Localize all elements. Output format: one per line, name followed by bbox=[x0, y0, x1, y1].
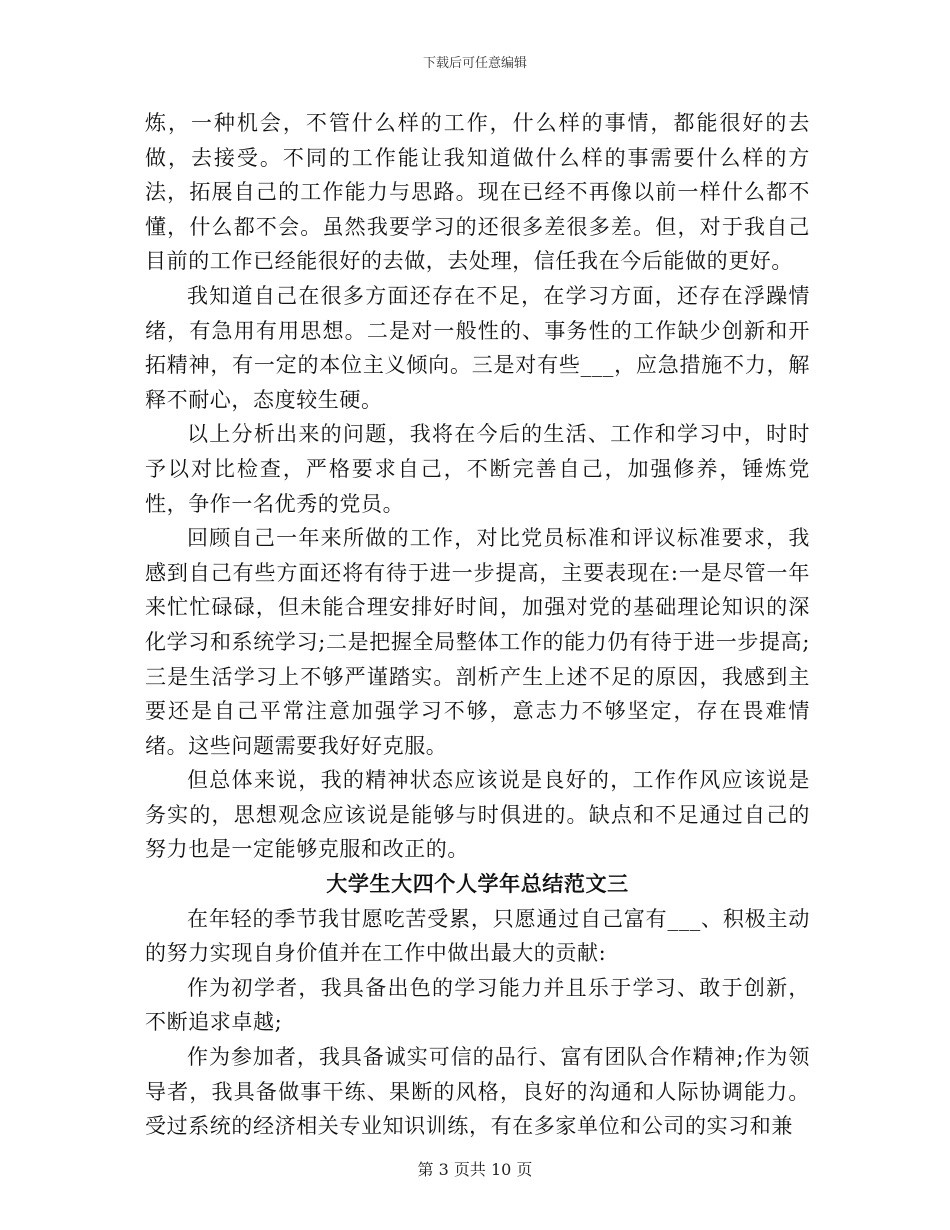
paragraph: 我知道自己在很多方面还存在不足，在学习方面，还存在浮躁情绪，有急用有用思想。二是对一般性的、事务性的工作缺少创新和开拓精神，有一定的本位主义倾向。三是对有些___，应急措施不力，解释不耐心，态度较生硬。 bbox=[145, 283, 810, 412]
header-note: 下载后可任意编辑 bbox=[422, 56, 527, 71]
page-number: 第 3 页共 10 页 bbox=[417, 1160, 533, 1179]
paragraph: 在年轻的季节我甘愿吃苦受累，只愿通过自己富有___、积极主动的努力实现自身价值并在工作中做出最大的贡献: bbox=[145, 906, 810, 966]
document-body bbox=[145, 106, 810, 1144]
paragraph: 作为参加者，我具备诚实可信的品行、富有团队合作精神;作为领导者，我具备做事干练、果断的风格，良好的沟通和人际协调能力。受过系统的经济相关专业知识训练，有在多家单位和公司的实习和兼 bbox=[145, 1045, 810, 1139]
section-title: 大学生大四个人学年总结范文三 bbox=[326, 871, 629, 897]
paragraph: 炼，一种机会，不管什么样的工作，什么样的事情，都能很好的去做，去接受。不同的工作能让我知道做什么样的事需要什么样的方法，拓展自己的工作能力与思路。现在已经不再像以前一样什么都不懂，什么都不会。虽然我要学习的还很多差很多差。但，对于我自己目前的工作已经能很好的去做，去处理，信任我在今后能做的更好。 bbox=[145, 111, 810, 274]
paragraph: 作为初学者，我具备出色的学习能力并且乐于学习、敢于创新，不断追求卓越; bbox=[145, 975, 810, 1035]
paragraph: 但总体来说，我的精神状态应该说是良好的，工作作风应该说是务实的，思想观念应该说是能够与时俱进的。缺点和不足通过自己的努力也是一定能够克服和改正的。 bbox=[145, 768, 810, 862]
paragraph: 以上分析出来的问题，我将在今后的生活、工作和学习中，时时予以对比检查，严格要求自己，不断完善自己，加强修养，锤炼党性，争作一名优秀的党员。 bbox=[145, 422, 810, 516]
paragraph: 回顾自己一年来所做的工作，对比党员标准和评议标准要求，我感到自己有些方面还将有待于进一步提高，主要表现在:一是尽管一年来忙忙碌碌，但未能合理安排好时间，加强对党的基础理论知识的深化学习和系统学习;二是把握全局整体工作的能力仍有待于进一步提高;三是生活学习上不够严谨踏实。剖析产生上述不足的原因，我感到主要还是自己平常注意加强学习不够，意志力不够坚定，存在畏难情绪。这些问题需要我好好克服。 bbox=[145, 526, 810, 758]
